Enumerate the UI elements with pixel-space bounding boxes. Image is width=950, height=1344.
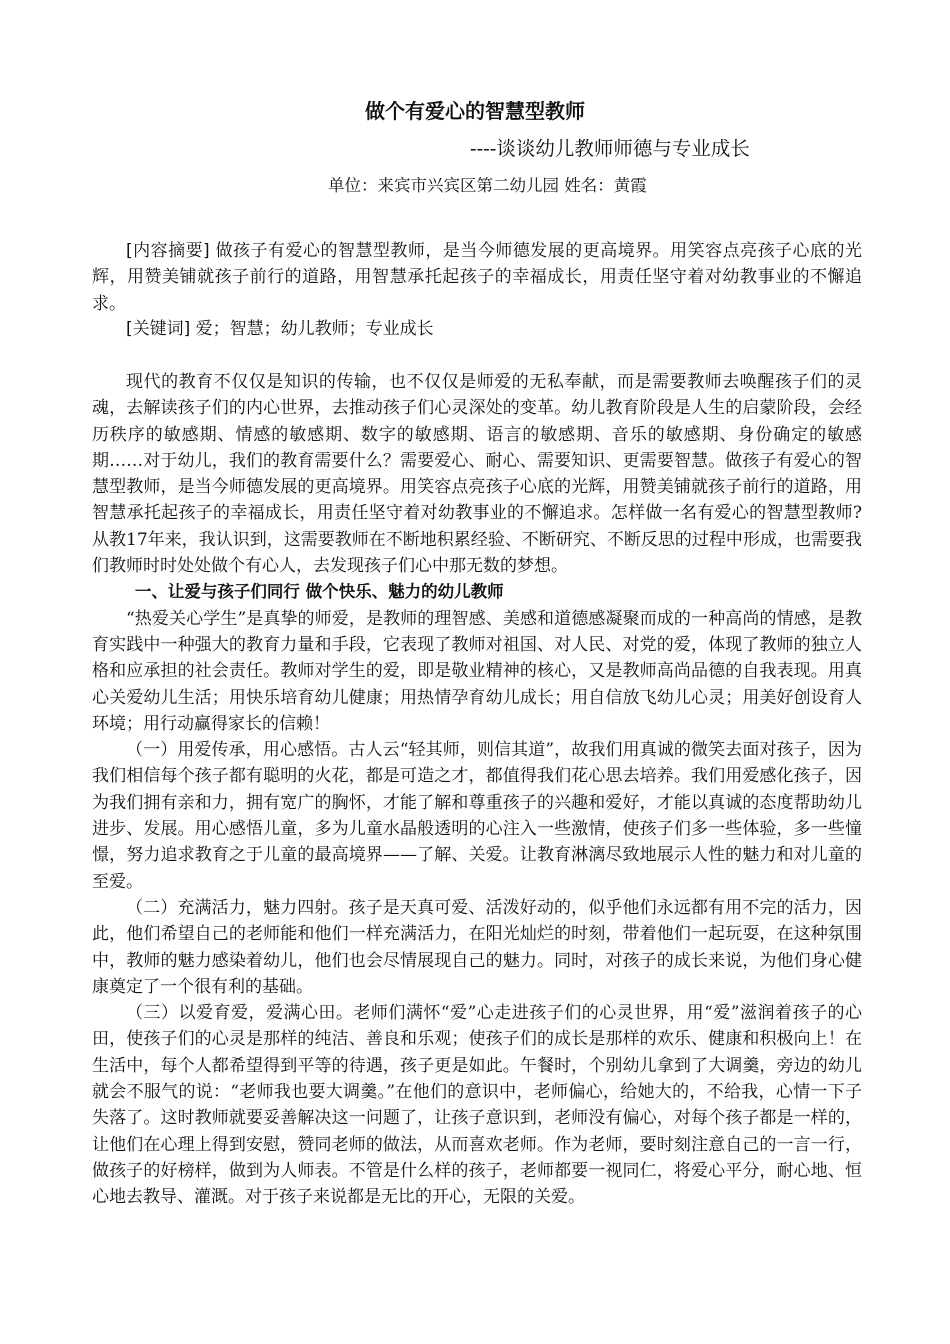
main-body	[92, 369, 862, 1211]
keywords-section	[92, 316, 862, 342]
keywords-text: 爱；智慧；幼儿教师；专业成长	[190, 319, 434, 339]
abstract-text: 做孩子有爱心的智慧型教师，是当今师德发展的更高境界。用笑容点亮孩子心底的光辉，用赞美铺就孩子前行的道路，用智慧承托起孩子的幸福成长，用责任坚守着对幼教事业的不懈追求。	[92, 241, 862, 314]
body-paragraph-1: “热爱关心学生”是真挚的师爱，是教师的理智感、美感和道德感凝聚而成的一种高尚的情感，是教育实践中一种强大的教育力量和手段，它表现了教师对祖国、对人民、对党的爱，体现了教师的独立人格和应承担的社会责任。教师对学生的爱，即是敬业精神的核心，又是教师高尚品德的自我表现。用真心关爱幼儿生活；用快乐培育幼儿健康；用热情孕育幼儿成长；用自信放飞幼儿心灵；用美好创设育人环境；用行动赢得家长的信赖！	[92, 608, 862, 734]
author-info: 单位：来宾市兴宾区第二幼儿园 姓名：黄霞	[328, 176, 647, 195]
body-paragraph-3: （二）充满活力，魅力四射。孩子是天真可爱、活泼好动的，似乎他们永远都有用不完的活力，因此，他们希望自己的老师能和他们一样充满活力，在阳光灿烂的时刻，带着他们一起玩耍，在这种氛围中，教师的魅力感染着幼儿，他们也会尽情展现自己的魅力。同时，对孩子的成长来说，为他们身心健康奠定了一个很有利的基础。	[92, 897, 862, 997]
abstract-section	[92, 238, 862, 317]
page-subtitle: ----谈谈幼儿教师师德与专业成长	[470, 137, 750, 160]
keywords-paragraph	[92, 316, 862, 342]
keywords-label: [关键词]	[126, 319, 191, 339]
abstract-paragraph	[92, 238, 862, 317]
page-title: 做个有爱心的智慧型教师	[365, 99, 585, 123]
section-heading-1: 一、让爱与孩子们同行 做个快乐、魅力的幼儿教师	[134, 582, 504, 602]
body-paragraph-2: （一）用爱传承，用心感悟。古人云“轻其师，则信其道”，故我们用真诚的微笑去面对孩子，因为我们相信每个孩子都有聪明的火花，都是可造之才，都值得我们花心思去培养。我们用爱感化孩子，因为我们拥有亲和力，拥有宽广的胸怀，才能了解和尊重孩子的兴趣和爱好，才能以真诚的态度帮助幼儿进步、发展。用心感悟儿童，多为儿童水晶般透明的心注入一些激情，使孩子们多一些体验，多一些憧憬，努力追求教育之于儿童的最高境界——了解、关爱。让教育淋漓尽致地展示人性的魅力和对儿童的至爱。	[92, 740, 862, 892]
body-paragraph-4: （三）以爱育爱，爱满心田。老师们满怀“爱”心走进孩子们的心灵世界，用“爱”滋润着孩子的心田，使孩子们的心灵是那样的纯洁、善良和乐观；使孩子们的成长是那样的欢乐、健康和积极向上！在生活中，每个人都希望得到平等的待遇，孩子更是如此。午餐时，个别幼儿拿到了大调羹，旁边的幼儿就会不服气的说：“老师我也要大调羹。”在他们的意识中，老师偏心，给她大的，不给我，心情一下子失落了。这时教师就要妥善解决这一问题了，让孩子意识到，老师没有偏心，对每个孩子都是一样的，让他们在心理上得到安慰，赞同老师的做法，从而喜欢老师。作为老师，要时刻注意自己的一言一行，做孩子的好榜样，做到为人师表。不管是什么样的孩子，老师都要一视同仁，将爱心平分，耐心地、恒心地去教导、灌溉。对于孩子来说都是无比的开心，无限的关爱。	[92, 1003, 862, 1208]
intro-paragraph: 现代的教育不仅仅是知识的传输，也不仅仅是师爱的无私奉献，而是需要教师去唤醒孩子们的灵魂，去解读孩子们的内心世界，去推动孩子们心灵深处的变革。幼儿教育阶段是人生的启蒙阶段，会经历秩序的敏感期、情感的敏感期、数字的敏感期、语言的敏感期、音乐的敏感期、身份确定的敏感期……对于幼儿，我们的教育需要什么？需要爱心、耐心、需要知识、更需要智慧。做孩子有爱心的智慧型教师，是当今师德发展的更高境界。用笑容点亮孩子心底的光辉，用赞美铺就孩子前行的道路，用智慧承托起孩子的幸福成长，用责任坚守着对幼教事业的不懈追求。怎样做一名有爱心的智慧型教师?从教17年来，我认识到，这需要教师在不断地积累经验、不断研究、不断反思的过程中形成，也需要我们教师时时处处做个有心人，去发现孩子们心中那无数的梦想。	[92, 372, 862, 577]
abstract-label: [内容摘要]	[126, 241, 210, 261]
